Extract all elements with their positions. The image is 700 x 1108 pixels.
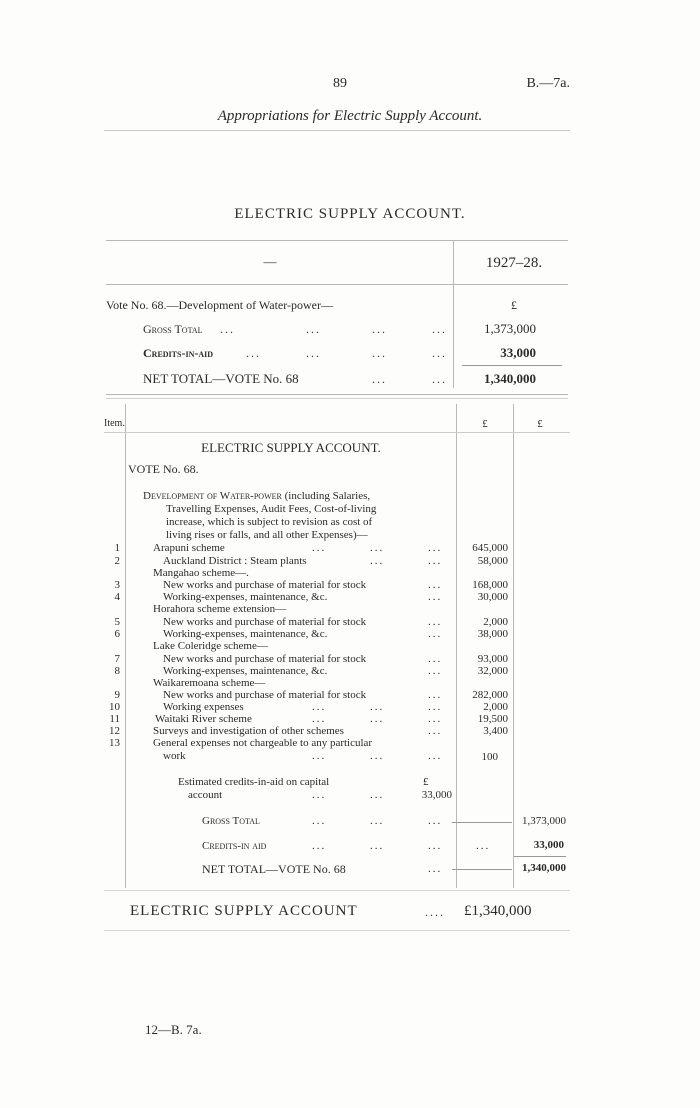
item-dots: ... — [370, 789, 385, 801]
grand-total-value: £1,340,000 — [464, 903, 532, 919]
item-dots: ... — [476, 840, 491, 852]
item-dots: ... — [312, 542, 327, 554]
item-description: New works and purchase of material for stock — [163, 579, 367, 591]
item-number: 10 — [109, 701, 120, 713]
item-number: 2 — [114, 555, 120, 567]
item-description: New works and purchase of material for stock — [163, 616, 367, 628]
scheme-heading: Lake Coleridge scheme— — [153, 640, 268, 652]
item-description: Working-expenses, maintenance, &c. — [163, 591, 328, 603]
summary-dots: ... — [246, 346, 261, 360]
item-description: Working expenses — [163, 701, 244, 713]
page-title: ELECTRIC SUPPLY ACCOUNT. — [234, 206, 466, 222]
summary-dots: ... — [306, 346, 321, 360]
item-amount: 2,000 — [483, 701, 508, 713]
item-dots: ... — [428, 653, 443, 665]
development-heading: Development of Water-power — [143, 490, 282, 502]
detail-net-label: NET TOTAL—VOTE No. 68 — [202, 862, 346, 876]
total-column-pound: £ — [537, 418, 543, 430]
item-dots: ... — [428, 713, 443, 725]
item-amount: 282,000 — [472, 689, 508, 701]
item-dots: ... — [428, 591, 443, 603]
item-dots: ... — [428, 689, 443, 701]
development-line-2: Travelling Expenses, Audit Fees, Cost-of-living — [166, 503, 377, 515]
item-dots: ... — [370, 713, 385, 725]
page-footer-signature: 12—B. 7a. — [145, 1022, 202, 1037]
item-description: New works and purchase of material for stock — [163, 653, 367, 665]
summary-dots: ... — [372, 372, 387, 386]
item-amount: 58,000 — [477, 555, 508, 567]
item-amount: 645,000 — [472, 542, 508, 554]
amount-column-pound: £ — [482, 418, 488, 430]
item-dots: ... — [428, 863, 443, 875]
detail-net-value: 1,340,000 — [522, 862, 566, 874]
item-number: 3 — [114, 579, 120, 591]
item-description: work — [163, 750, 186, 762]
detail-gross-value: 1,373,000 — [522, 815, 566, 827]
summary-dots: ... — [306, 322, 321, 336]
item-dots: ... — [428, 542, 443, 554]
item-amount: 3,400 — [483, 725, 508, 737]
item-dots: ... — [428, 628, 443, 640]
item-dots: ... — [428, 840, 443, 852]
item-dots: ... — [312, 789, 327, 801]
estimated-credits-value: 33,000 — [421, 789, 452, 801]
grand-total-label: ELECTRIC SUPPLY ACCOUNT — [130, 903, 358, 919]
item-amount: 32,000 — [477, 665, 508, 677]
detail-vote: VOTE No. 68. — [128, 462, 199, 476]
summary-column-year: 1927–28. — [485, 255, 543, 271]
summary-dots: ... — [432, 322, 447, 336]
summary-credits-value: 33,000 — [500, 345, 536, 360]
grand-total-dots: .... — [425, 905, 445, 919]
item-dots: ... — [312, 713, 327, 725]
item-description: Surveys and investigation of other schemes — [153, 725, 344, 737]
item-dots: ... — [370, 542, 385, 554]
item-amount: 93,000 — [477, 653, 508, 665]
summary-dots: ... — [220, 322, 235, 336]
item-dots: ... — [312, 701, 327, 713]
scheme-heading: Horahora scheme extension— — [153, 603, 287, 615]
item-number: 11 — [109, 713, 120, 725]
summary-net-label: NET TOTAL—VOTE No. 68 — [143, 371, 299, 386]
item-description: General expenses not chargeable to any particular — [153, 737, 373, 749]
scheme-heading: Mangahao scheme—. — [153, 567, 249, 579]
item-amount: 2,000 — [483, 616, 508, 628]
item-number: 7 — [114, 653, 120, 665]
item-number: 1 — [114, 542, 120, 554]
item-description: Waitaki River scheme — [155, 713, 252, 725]
scheme-heading: Waikaremoana scheme— — [153, 677, 266, 689]
item-description: Working-expenses, maintenance, &c. — [163, 628, 328, 640]
summary-dots: ... — [372, 322, 387, 336]
estimated-credits-line-1: Estimated credits-in-aid on capital — [178, 776, 330, 788]
item-description: New works and purchase of material for stock — [163, 689, 367, 701]
item-amount: 168,000 — [472, 579, 508, 591]
item-dots: ... — [312, 840, 327, 852]
document-reference: B.—7a. — [526, 76, 570, 91]
item-number: 9 — [114, 689, 120, 701]
item-dots: ... — [312, 815, 327, 827]
summary-pound-sign: £ — [511, 298, 517, 312]
item-dots: ... — [370, 815, 385, 827]
item-dots: ... — [428, 750, 443, 762]
summary-net-value: 1,340,000 — [484, 371, 536, 386]
item-dots: ... — [370, 750, 385, 762]
item-dots: ... — [370, 701, 385, 713]
item-amount: 38,000 — [477, 628, 508, 640]
item-dots: ... — [312, 750, 327, 762]
item-number: 8 — [114, 665, 120, 677]
summary-dots: ... — [432, 372, 447, 386]
development-line-4: living rises or falls, and all other Expenses)— — [166, 529, 368, 541]
item-amount: 30,000 — [477, 591, 508, 603]
item-description: Working-expenses, maintenance, &c. — [163, 665, 328, 677]
detail-gross-label: Gross Total — [202, 815, 260, 827]
summary-dots: ... — [372, 346, 387, 360]
development-line-1: (including Salaries, — [284, 490, 371, 502]
item-dots: ... — [428, 701, 443, 713]
item-dots: ... — [428, 616, 443, 628]
item-dots: ... — [428, 665, 443, 677]
item-dots: ... — [370, 555, 385, 567]
item-dots: ... — [428, 579, 443, 591]
item-number: 12 — [109, 725, 120, 737]
item-description: Auckland District : Steam plants — [163, 555, 307, 567]
detail-credits-value: 33,000 — [533, 839, 564, 851]
item-amount: 100 — [481, 751, 498, 763]
item-dots: ... — [428, 555, 443, 567]
development-paragraph — [143, 490, 453, 542]
estimated-credits-pound: £ — [423, 776, 429, 788]
detail-credits-label: Credits-in aid — [202, 840, 267, 852]
item-column-header: Item. — [104, 418, 125, 429]
estimated-credits-line-2: account — [188, 789, 223, 801]
item-number: 13 — [109, 737, 120, 749]
item-dots: ... — [428, 725, 443, 737]
item-description: Arapuni scheme — [153, 542, 225, 554]
summary-gross-value: 1,373,000 — [484, 321, 536, 336]
item-dots: ... — [370, 840, 385, 852]
running-title: Appropriations for Electric Supply Account. — [217, 108, 483, 124]
detail-heading: ELECTRIC SUPPLY ACCOUNT. — [201, 440, 381, 455]
summary-dots: ... — [432, 346, 447, 360]
item-dots: ... — [428, 815, 443, 827]
summary-vote-line: Vote No. 68.—Development of Water-power— — [106, 298, 333, 312]
summary-column-dash: — — [263, 254, 277, 269]
item-number: 5 — [114, 616, 120, 628]
item-number: 6 — [114, 628, 120, 640]
summary-credits-label: Credits-in-aid — [143, 346, 214, 360]
item-amount: 19,500 — [477, 713, 508, 725]
development-line-3: increase, which is subject to revision as cost of — [166, 516, 373, 528]
summary-gross-label: Gross Total — [143, 322, 203, 336]
item-number: 4 — [114, 591, 120, 603]
page-number: 89 — [333, 76, 347, 91]
